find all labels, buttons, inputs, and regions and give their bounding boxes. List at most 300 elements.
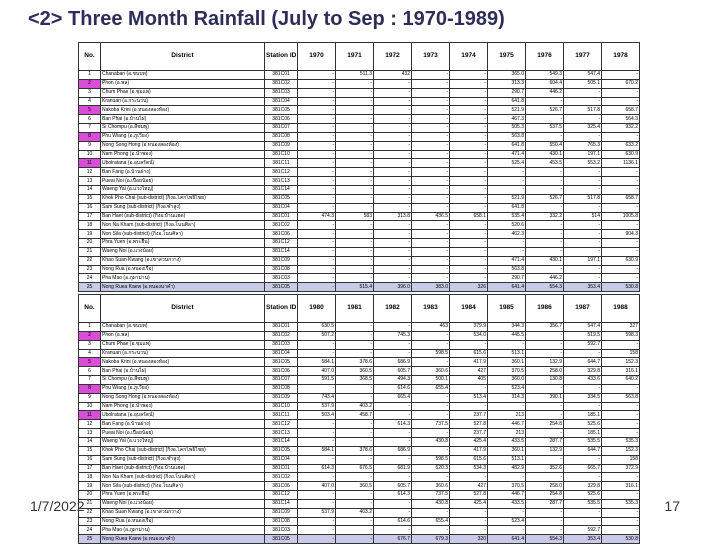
cell-rainfall: - xyxy=(336,230,374,239)
cell-rainfall: - xyxy=(336,88,374,97)
cell-rainfall: 513.1 xyxy=(488,349,526,358)
cell-district: Waeng Yai (อ.แวงใหญ่) xyxy=(101,185,265,194)
cell-rainfall: - xyxy=(602,265,640,274)
cell-rainfall: - xyxy=(298,429,336,438)
cell-rainfall: - xyxy=(374,194,412,203)
cell-rainfall: - xyxy=(412,265,450,274)
cell-station-id: 381C09 xyxy=(265,508,298,517)
cell-rainfall: - xyxy=(374,97,412,106)
cell-station-id: 381C03 xyxy=(265,526,298,535)
cell-rainfall: - xyxy=(336,526,374,535)
header-year: 1977 xyxy=(564,43,602,71)
cell-station-id: 381C09 xyxy=(265,256,298,265)
cell-district: Pha Mao (อ.ภูผาม่าน) xyxy=(101,526,265,535)
cell-rainfall: 525.4 xyxy=(488,159,526,168)
cell-rainfall: - xyxy=(450,115,488,124)
cell-district: Waeng Noi (อ.แวงน้อย) xyxy=(101,247,265,256)
cell-no: 3 xyxy=(79,88,101,97)
cell-rainfall: - xyxy=(564,185,602,194)
cell-rainfall: 290.7 xyxy=(488,274,526,283)
cell-rainfall: - xyxy=(564,455,602,464)
cell-rainfall: 537.9 xyxy=(298,402,336,411)
cell-rainfall: 445.5 xyxy=(488,331,526,340)
table-row xyxy=(79,340,640,349)
cell-rainfall: 523.4 xyxy=(488,384,526,393)
table-row xyxy=(79,517,640,526)
cell-rainfall: - xyxy=(374,508,412,517)
cell-rainfall: - xyxy=(488,340,526,349)
cell-district: Khao Suan Kwang (อ.เขาสวนกวาง) xyxy=(101,256,265,265)
cell-rainfall: - xyxy=(450,221,488,230)
cell-rainfall: - xyxy=(374,106,412,115)
cell-rainfall: 658.7 xyxy=(602,194,640,203)
cell-station-id: 381C03 xyxy=(265,340,298,349)
cell-district: Nakoba Krini (อ.หนองสองห้อง) xyxy=(101,358,265,367)
table-row xyxy=(79,508,640,517)
cell-rainfall: - xyxy=(374,265,412,274)
cell-rainfall: 1005.8 xyxy=(602,212,640,221)
cell-rainfall: - xyxy=(450,402,488,411)
cell-rainfall: 614.3 xyxy=(374,420,412,429)
table-row xyxy=(79,212,640,221)
cell-rainfall: - xyxy=(412,473,450,482)
cell-rainfall: - xyxy=(602,384,640,393)
cell-rainfall: - xyxy=(336,247,374,256)
table-row xyxy=(79,221,640,230)
cell-no: 10 xyxy=(79,150,101,159)
table-row xyxy=(79,150,640,159)
table-row xyxy=(79,177,640,186)
header-year: 1971 xyxy=(336,43,374,71)
cell-rainfall: - xyxy=(526,132,564,141)
cell-no: 9 xyxy=(79,141,101,150)
cell-rainfall: 584.1 xyxy=(298,358,336,367)
cell-rainfall: - xyxy=(336,491,374,500)
cell-rainfall: - xyxy=(336,159,374,168)
cell-rainfall: - xyxy=(374,159,412,168)
cell-rainfall: 453.5 xyxy=(526,159,564,168)
cell-rainfall: 505.1 xyxy=(564,79,602,88)
cell-no: 5 xyxy=(79,358,101,367)
cell-rainfall: - xyxy=(336,124,374,133)
header-district: District xyxy=(101,295,265,323)
cell-no: 11 xyxy=(79,159,101,168)
cell-rainfall: 446.2 xyxy=(526,88,564,97)
cell-rainfall: - xyxy=(336,473,374,482)
cell-rainfall: 287.7 xyxy=(526,437,564,446)
cell-rainfall: 213 xyxy=(488,411,526,420)
cell-rainfall: 670.2 xyxy=(602,79,640,88)
cell-rainfall: 467.3 xyxy=(488,115,526,124)
cell-station-id: 381C09 xyxy=(265,393,298,402)
cell-rainfall: 605.7 xyxy=(374,367,412,376)
cell-district: Kranuan (อ.กระนวน) xyxy=(101,349,265,358)
cell-rainfall: - xyxy=(564,97,602,106)
cell-station-id: 381C04 xyxy=(265,203,298,212)
cell-rainfall: - xyxy=(602,411,640,420)
cell-rainfall: - xyxy=(450,168,488,177)
cell-rainfall: 403.2 xyxy=(336,508,374,517)
cell-no: 16 xyxy=(79,455,101,464)
cell-station-id: 381C05 xyxy=(265,283,298,292)
cell-rainfall: - xyxy=(412,177,450,186)
cell-rainfall: - xyxy=(526,177,564,186)
cell-station-id: 381C02 xyxy=(265,221,298,230)
cell-rainfall: 344.3 xyxy=(488,323,526,332)
cell-rainfall: 641.4 xyxy=(488,283,526,292)
cell-rainfall: 641.4 xyxy=(488,535,526,544)
cell-rainfall: - xyxy=(602,97,640,106)
cell-rainfall: - xyxy=(450,150,488,159)
cell-no: 21 xyxy=(79,499,101,508)
cell-no: 18 xyxy=(79,473,101,482)
table-row xyxy=(79,247,640,256)
cell-station-id: 381C12 xyxy=(265,420,298,429)
cell-rainfall: - xyxy=(450,132,488,141)
cell-station-id: 381C07 xyxy=(265,124,298,133)
cell-district: Ubolratana (อ.อุบลรัตน์) xyxy=(101,159,265,168)
cell-rainfall: 679.3 xyxy=(412,535,450,544)
table-row xyxy=(79,499,640,508)
cell-rainfall: - xyxy=(374,168,412,177)
cell-rainfall: - xyxy=(336,437,374,446)
cell-rainfall: - xyxy=(450,97,488,106)
cell-district: Nong Rua (อ.หนองเรือ) xyxy=(101,265,265,274)
cell-rainfall: - xyxy=(336,239,374,248)
cell-rainfall: - xyxy=(450,88,488,97)
cell-rainfall: 507.2 xyxy=(298,331,336,340)
cell-no: 6 xyxy=(79,115,101,124)
cell-rainfall: 132.9 xyxy=(526,446,564,455)
cell-rainfall: 591.5 xyxy=(298,376,336,385)
cell-rainfall: - xyxy=(374,274,412,283)
cell-rainfall: 446.7 xyxy=(488,491,526,500)
cell-station-id: 381C01 xyxy=(265,71,298,80)
cell-no: 1 xyxy=(79,323,101,332)
cell-rainfall: - xyxy=(602,239,640,248)
cell-rainfall: 644.7 xyxy=(564,358,602,367)
cell-rainfall: 390.1 xyxy=(526,393,564,402)
cell-station-id: 381C05 xyxy=(265,535,298,544)
cell-rainfall: 471.4 xyxy=(488,150,526,159)
cell-rainfall: 329.8 xyxy=(564,482,602,491)
cell-station-id: 381C14 xyxy=(265,437,298,446)
cell-rainfall: 554.3 xyxy=(526,283,564,292)
cell-rainfall: 185.1 xyxy=(564,429,602,438)
cell-rainfall: - xyxy=(374,230,412,239)
cell-rainfall: 530.8 xyxy=(602,535,640,544)
cell-rainfall: 378.6 xyxy=(336,358,374,367)
cell-rainfall: - xyxy=(450,526,488,535)
cell-rainfall: - xyxy=(374,141,412,150)
cell-rainfall: 592.7 xyxy=(564,526,602,535)
cell-rainfall: 462.3 xyxy=(488,230,526,239)
cell-rainfall: 614.3 xyxy=(374,491,412,500)
cell-rainfall: - xyxy=(526,349,564,358)
cell-rainfall: 535.5 xyxy=(564,499,602,508)
cell-no: 25 xyxy=(79,283,101,292)
cell-rainfall: 521.9 xyxy=(488,106,526,115)
cell-rainfall: 615.6 xyxy=(450,349,488,358)
cell-rainfall: - xyxy=(450,185,488,194)
cell-rainfall: 425.4 xyxy=(450,437,488,446)
cell-rainfall: - xyxy=(412,79,450,88)
cell-district: Phra Yuen (อ.พระยืน) xyxy=(101,239,265,248)
cell-rainfall: - xyxy=(374,79,412,88)
cell-rainfall: 547.4 xyxy=(564,71,602,80)
cell-station-id: 381C05 xyxy=(265,106,298,115)
cell-district: Sam Sung (sub-district) (กิ่งอ.ซำสูง) xyxy=(101,455,265,464)
cell-station-id: 381C13 xyxy=(265,429,298,438)
cell-rainfall: 494.3 xyxy=(374,376,412,385)
cell-rainfall: - xyxy=(374,411,412,420)
cell-rainfall: 514 xyxy=(564,212,602,221)
cell-rainfall: - xyxy=(298,265,336,274)
cell-rainfall: - xyxy=(564,247,602,256)
table-header-row xyxy=(79,43,640,71)
cell-rainfall: - xyxy=(336,141,374,150)
cell-no: 10 xyxy=(79,402,101,411)
cell-station-id: 381C14 xyxy=(265,185,298,194)
cell-district: Ban Haet (sub-district) (กิ่งอ.บ้านแฮด) xyxy=(101,464,265,473)
cell-rainfall: 383.0 xyxy=(412,283,450,292)
page-number: 17 xyxy=(664,498,680,514)
cell-rainfall: - xyxy=(336,132,374,141)
cell-rainfall: 598.5 xyxy=(412,455,450,464)
cell-rainfall: 633.2 xyxy=(602,141,640,150)
cell-rainfall: - xyxy=(374,239,412,248)
cell-rainfall: 537.5 xyxy=(526,124,564,133)
header-year: 1970 xyxy=(298,43,336,71)
cell-rainfall: - xyxy=(526,473,564,482)
cell-rainfall: - xyxy=(336,455,374,464)
cell-rainfall: 407.0 xyxy=(298,367,336,376)
cell-rainfall: - xyxy=(602,247,640,256)
table-row xyxy=(79,411,640,420)
cell-district: Phra Yuen (อ.พระยืน) xyxy=(101,491,265,500)
header-year: 1984 xyxy=(450,295,488,323)
cell-rainfall: - xyxy=(336,517,374,526)
cell-no: 14 xyxy=(79,437,101,446)
cell-rainfall: 676.7 xyxy=(374,535,412,544)
cell-rainfall: 641.8 xyxy=(488,141,526,150)
cell-rainfall: 630.5 xyxy=(298,323,336,332)
cell-rainfall: - xyxy=(336,106,374,115)
cell-district: Sam Sung (sub-district) (กิ่งอ.ซำสูง) xyxy=(101,203,265,212)
cell-rainfall: 332.2 xyxy=(526,212,564,221)
cell-rainfall: - xyxy=(374,247,412,256)
rainfall-table-1970-1978 xyxy=(78,42,639,292)
cell-rainfall: 549.3 xyxy=(526,71,564,80)
cell-rainfall: 370.5 xyxy=(488,367,526,376)
cell-rainfall: - xyxy=(602,508,640,517)
cell-rainfall: 655.4 xyxy=(412,384,450,393)
cell-rainfall: 658.1 xyxy=(450,212,488,221)
cell-no: 20 xyxy=(79,491,101,500)
cell-rainfall: 640.2 xyxy=(602,376,640,385)
cell-rainfall: 525.6 xyxy=(564,420,602,429)
cell-rainfall: - xyxy=(450,340,488,349)
table-row xyxy=(79,473,640,482)
cell-rainfall: - xyxy=(526,384,564,393)
cell-rainfall: - xyxy=(526,203,564,212)
cell-rainfall: 417.9 xyxy=(450,446,488,455)
cell-district: Nong Song Hong (อ.หนองสองห้อง) xyxy=(101,393,265,402)
cell-rainfall: 360.1 xyxy=(488,446,526,455)
cell-rainfall: 620.3 xyxy=(412,464,450,473)
cell-no: 7 xyxy=(79,124,101,133)
cell-rainfall: - xyxy=(602,420,640,429)
cell-no: 12 xyxy=(79,420,101,429)
cell-rainfall: - xyxy=(602,185,640,194)
cell-rainfall: - xyxy=(374,150,412,159)
cell-rainfall: - xyxy=(298,491,336,500)
cell-rainfall: 287.7 xyxy=(526,499,564,508)
header-year: 1985 xyxy=(488,295,526,323)
cell-rainfall: - xyxy=(526,340,564,349)
cell-rainfall: 360.6 xyxy=(412,482,450,491)
cell-rainfall: - xyxy=(450,124,488,133)
cell-rainfall: 686.9 xyxy=(374,446,412,455)
cell-no: 1 xyxy=(79,71,101,80)
cell-station-id: 381C01 xyxy=(265,212,298,221)
header-year: 1974 xyxy=(450,43,488,71)
cell-rainfall: - xyxy=(374,340,412,349)
cell-station-id: 381C06 xyxy=(265,115,298,124)
cell-rainfall: 152.3 xyxy=(602,358,640,367)
cell-rainfall: 378.6 xyxy=(336,446,374,455)
table-row xyxy=(79,283,640,292)
cell-rainfall: 535.3 xyxy=(602,499,640,508)
cell-no: 21 xyxy=(79,247,101,256)
cell-district: Si Chompu (อ.สีชมพู) xyxy=(101,376,265,385)
cell-rainfall: - xyxy=(298,349,336,358)
header-year: 1982 xyxy=(374,295,412,323)
cell-rainfall: - xyxy=(564,177,602,186)
cell-rainfall: - xyxy=(374,526,412,535)
cell-rainfall: - xyxy=(412,71,450,80)
cell-rainfall: 254.8 xyxy=(526,420,564,429)
cell-rainfall: 745.3 xyxy=(374,331,412,340)
cell-no: 7 xyxy=(79,376,101,385)
cell-rainfall: - xyxy=(336,221,374,230)
cell-rainfall: 370.5 xyxy=(488,482,526,491)
cell-rainfall: 563.8 xyxy=(488,265,526,274)
cell-rainfall: - xyxy=(450,106,488,115)
cell-rainfall: 433.6 xyxy=(564,376,602,385)
cell-rainfall: 360.5 xyxy=(336,367,374,376)
cell-rainfall: - xyxy=(374,185,412,194)
cell-rainfall: 517.8 xyxy=(564,194,602,203)
cell-rainfall: - xyxy=(336,340,374,349)
cell-rainfall: - xyxy=(412,159,450,168)
cell-rainfall: 213 xyxy=(488,429,526,438)
cell-rainfall: - xyxy=(374,499,412,508)
cell-rainfall: - xyxy=(298,194,336,203)
table-row xyxy=(79,106,640,115)
table-row xyxy=(79,115,640,124)
cell-district: Nam Phong (อ.น้ำพอง) xyxy=(101,150,265,159)
cell-rainfall: 432 xyxy=(374,71,412,80)
cell-station-id: 381C01 xyxy=(265,323,298,332)
cell-rainfall: - xyxy=(298,274,336,283)
table-row xyxy=(79,429,640,438)
cell-station-id: 381C12 xyxy=(265,239,298,248)
cell-rainfall: - xyxy=(602,402,640,411)
cell-rainfall: 430.8 xyxy=(412,499,450,508)
table-row xyxy=(79,79,640,88)
cell-rainfall: - xyxy=(564,115,602,124)
cell-rainfall: 316.1 xyxy=(602,482,640,491)
header-year: 1987 xyxy=(564,295,602,323)
cell-rainfall: 430.8 xyxy=(412,437,450,446)
cell-rainfall: 527.8 xyxy=(450,491,488,500)
cell-no: 18 xyxy=(79,221,101,230)
header-year: 1975 xyxy=(488,43,526,71)
cell-rainfall: - xyxy=(374,455,412,464)
table-row xyxy=(79,141,640,150)
cell-no: 23 xyxy=(79,265,101,274)
cell-rainfall: 630.9 xyxy=(602,150,640,159)
cell-rainfall: 185.1 xyxy=(564,411,602,420)
cell-rainfall: 584.1 xyxy=(298,446,336,455)
cell-district: Chum Phae (อ.ชุมแพ) xyxy=(101,340,265,349)
cell-rainfall: - xyxy=(412,185,450,194)
slide-title: <2> Three Month Rainfall (July to Sep : 1970-1989) xyxy=(28,8,505,30)
cell-rainfall: - xyxy=(336,535,374,544)
cell-district: Phu Wiang (อ.ภูเวียง) xyxy=(101,384,265,393)
cell-no: 12 xyxy=(79,168,101,177)
footer-date: 1/7/2022 xyxy=(30,498,85,514)
cell-rainfall: 550.4 xyxy=(526,141,564,150)
cell-rainfall: - xyxy=(412,230,450,239)
cell-no: 6 xyxy=(79,367,101,376)
cell-rainfall: 681.9 xyxy=(374,464,412,473)
table-row xyxy=(79,402,640,411)
cell-rainfall: - xyxy=(602,526,640,535)
table-row xyxy=(79,230,640,239)
cell-rainfall: - xyxy=(450,79,488,88)
cell-rainfall: 604.4 xyxy=(526,79,564,88)
table-row xyxy=(79,265,640,274)
cell-station-id: 381C08 xyxy=(265,384,298,393)
cell-rainfall: - xyxy=(336,79,374,88)
cell-district: Ban Fang (อ.บ้านฝาง) xyxy=(101,168,265,177)
cell-rainfall: - xyxy=(564,402,602,411)
cell-rainfall: - xyxy=(488,239,526,248)
cell-rainfall: - xyxy=(298,185,336,194)
cell-rainfall: - xyxy=(298,141,336,150)
cell-no: 15 xyxy=(79,446,101,455)
cell-rainfall: 614.6 xyxy=(374,517,412,526)
cell-rainfall: - xyxy=(526,411,564,420)
cell-rainfall: 665.4 xyxy=(374,393,412,402)
cell-district: Nong Ruea Kaew (อ.หนองนาคำ) xyxy=(101,535,265,544)
cell-rainfall: - xyxy=(374,349,412,358)
cell-district: Non Sila (sub-district) (กิ่งอ.โนนศิลา) xyxy=(101,230,265,239)
cell-rainfall: 197.1 xyxy=(564,150,602,159)
cell-rainfall: - xyxy=(564,265,602,274)
cell-rainfall: 326 xyxy=(450,283,488,292)
cell-rainfall: - xyxy=(412,393,450,402)
cell-rainfall: 320 xyxy=(450,535,488,544)
cell-rainfall: 526.7 xyxy=(526,194,564,203)
cell-rainfall: 446.7 xyxy=(488,420,526,429)
cell-rainfall: - xyxy=(412,194,450,203)
cell-district: Si Chompu (อ.สีชมพู) xyxy=(101,124,265,133)
cell-rainfall: 932.2 xyxy=(602,124,640,133)
cell-rainfall: - xyxy=(298,256,336,265)
